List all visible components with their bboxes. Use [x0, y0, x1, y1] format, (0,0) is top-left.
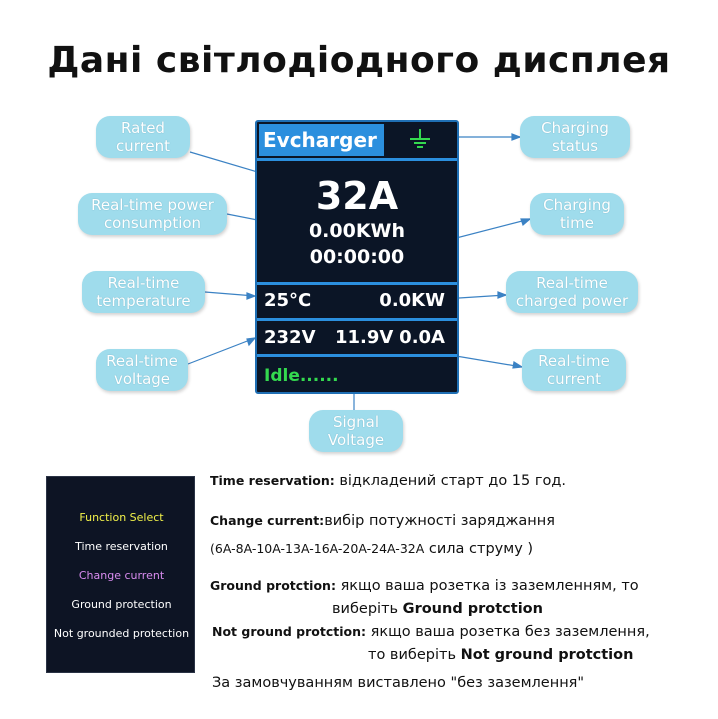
explain-ground-protection-2: виберіть Ground protction — [332, 601, 543, 617]
callout-signal-voltage: Signal Voltage — [309, 410, 403, 452]
callout-realtime-power-consumption: Real-time power consumption — [78, 193, 227, 235]
lcd-display — [255, 120, 459, 394]
lcd-energy: 0.00KWh — [308, 220, 406, 242]
page-title: Дані світлодіодного дисплея — [47, 40, 671, 81]
lcd-status: Idle...... — [264, 366, 339, 386]
lcd-divider — [257, 282, 457, 285]
explain-change-current: Change current:вибір потужності заряджання — [210, 513, 555, 529]
menu-item-function-select[interactable]: Function Select — [79, 511, 164, 524]
lcd-divider — [257, 318, 457, 321]
callout-charging-time: Charging time — [530, 193, 624, 235]
explain-change-current-options: (6A-8A-10A-13A-16A-20A-24A-32A сила струму ) — [210, 541, 534, 557]
ground-icon — [407, 128, 433, 152]
callout-rated-current: Rated current — [96, 116, 190, 158]
lcd-signal-voltage: 11.9V — [335, 327, 394, 348]
explain-ground-protection: Ground protction: якщо ваша розетка із заземленням, то — [210, 578, 639, 594]
explain-not-ground-protection: Not ground protction: якщо ваша розетка без заземлення, — [212, 624, 650, 640]
connector-voltage — [188, 338, 255, 364]
callout-charging-status: Charging status — [520, 116, 630, 158]
function-menu — [46, 476, 195, 673]
menu-item-time-reservation[interactable]: Time reservation — [75, 540, 168, 553]
lcd-brand: Evcharger — [259, 124, 384, 156]
lcd-time: 00:00:00 — [309, 246, 405, 268]
lcd-rated-current: 32A — [315, 174, 399, 218]
explain-default-note: За замовчуванням виставлено "без заземлення" — [212, 675, 585, 691]
lcd-voltage: 232V — [264, 327, 316, 348]
menu-item-ground-protection[interactable]: Ground protection — [71, 598, 172, 611]
lcd-divider — [257, 354, 457, 357]
explain-not-ground-protection-2: то виберіть Not ground protction — [368, 647, 634, 663]
lcd-divider — [257, 158, 457, 161]
menu-item-change-current[interactable]: Change current — [78, 569, 165, 582]
callout-realtime-temperature: Real-time temperature — [82, 271, 205, 313]
callout-realtime-current: Real-time current — [522, 349, 626, 391]
lcd-temperature: 25°C — [264, 290, 312, 311]
lcd-power: 0.0KW — [379, 290, 445, 311]
callout-realtime-charged-power: Real-time charged power — [506, 271, 638, 313]
explain-time-reservation: Time reservation: відкладений старт до 15 год. — [210, 473, 566, 489]
menu-item-not-grounded-protection[interactable]: Not grounded protection — [53, 627, 190, 640]
callout-realtime-voltage: Real-time voltage — [96, 349, 188, 391]
lcd-current: 0.0A — [399, 327, 445, 348]
